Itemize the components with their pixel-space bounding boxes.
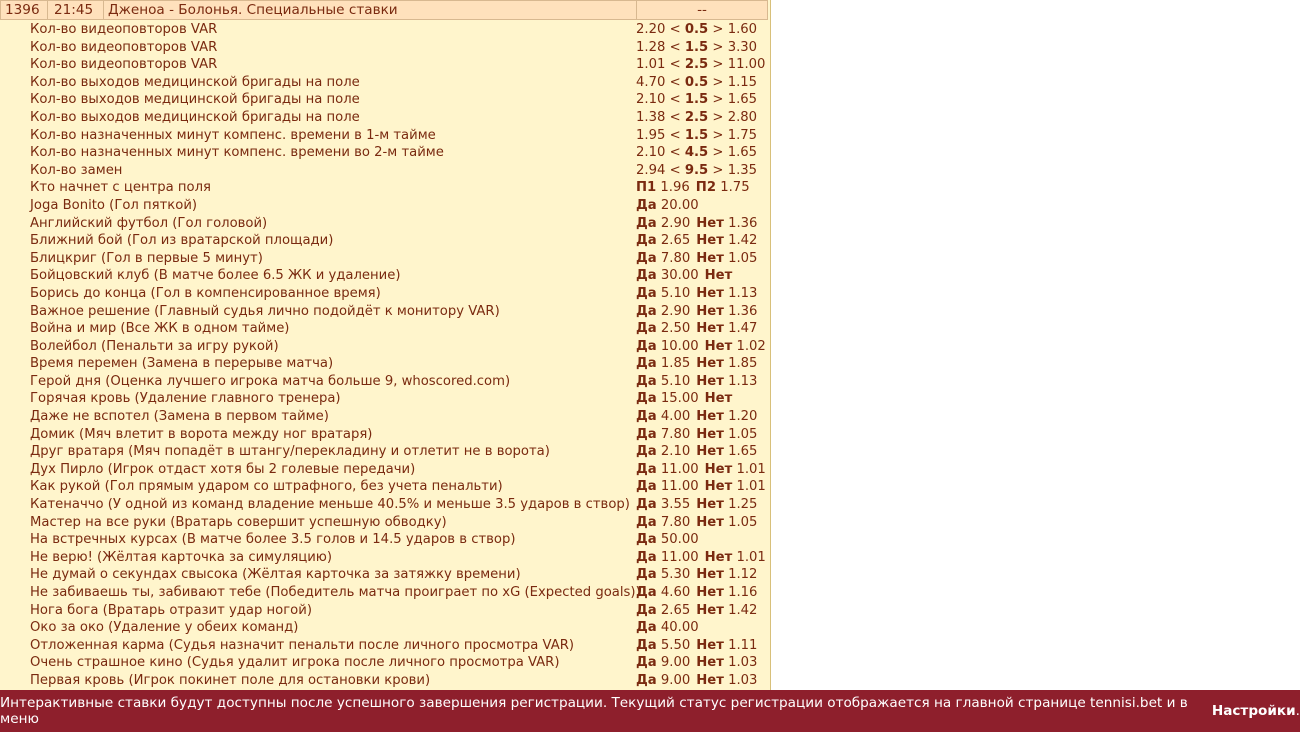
odd-yes[interactable]: 4.60 (660, 585, 691, 600)
yes-label: Да (636, 602, 657, 618)
odd-no[interactable]: 1.47 (728, 321, 758, 337)
greater-than-sign: > (712, 39, 724, 55)
odd-no[interactable]: 1.01 (736, 479, 766, 495)
yes-label: Да (636, 655, 657, 671)
market-name: Как рукой (Гол прямым ударом со штрафного, без учета пенальти) (30, 479, 503, 495)
odd-yes[interactable]: 2.65 (660, 602, 691, 618)
odd-no[interactable]: 1.05 (728, 426, 758, 442)
market-row (0, 127, 770, 145)
market-odds (636, 408, 757, 426)
market-row (0, 531, 770, 549)
odd-yes[interactable]: 2.90 (660, 303, 691, 319)
greater-than-sign: > (712, 145, 724, 161)
market-row (0, 91, 770, 109)
market-name: Кол-во видеоповторов VAR (30, 57, 218, 73)
odd-yes[interactable]: 11.00 (660, 479, 699, 495)
less-than-sign: < (669, 74, 681, 90)
market-row (0, 179, 770, 197)
no-label: Нет (696, 672, 724, 688)
odd-yes[interactable]: 2.10 (660, 444, 691, 460)
market-row (0, 408, 770, 426)
odd-yes[interactable]: 7.80 (660, 250, 691, 266)
market-odds (636, 338, 766, 356)
odd-yes[interactable]: 2.65 (660, 233, 691, 249)
odd-yes[interactable]: 20.00 (660, 197, 699, 213)
yes-label: Да (636, 461, 657, 477)
no-label: Нет (704, 338, 733, 354)
odd-under[interactable]: 4.70 (636, 74, 666, 90)
market-name: Борись до конца (Гол в компенсированное время) (30, 285, 381, 301)
market-odds (636, 285, 757, 303)
total-line: 1.5 (684, 127, 709, 143)
market-odds (636, 109, 757, 127)
odd-no[interactable]: 1.42 (728, 602, 758, 618)
odd-no[interactable]: 1.16 (728, 585, 758, 600)
market-name: Кол-во видеоповторов VAR (30, 22, 218, 37)
market-odds (636, 21, 757, 39)
odd-yes[interactable]: 2.50 (660, 321, 691, 337)
odd-yes[interactable]: 11.00 (660, 461, 699, 477)
odd-no[interactable]: 1.11 (728, 637, 758, 653)
market-name: Кол-во выходов медицинской бригады на поле (30, 109, 360, 125)
odd-no[interactable]: 1.20 (728, 409, 758, 425)
odd-over[interactable]: 1.65 (727, 145, 758, 161)
odd-under[interactable]: 2.94 (636, 162, 666, 178)
match-status: -- (697, 2, 707, 18)
total-line: 4.5 (684, 145, 709, 161)
market-name: Не думай о секундах свысока (Жёлтая карточка за затяжку времени) (30, 567, 521, 583)
market-name: Дух Пирло (Игрок отдаст хотя бы 2 голевые передачи) (30, 461, 416, 477)
total-line: 9.5 (684, 162, 709, 178)
market-row (0, 197, 770, 215)
market-name: Горячая кровь (Удаление главного тренера) (30, 391, 341, 407)
market-row (0, 566, 770, 584)
market-name: Нога бога (Вратарь отразит удар ногой) (30, 602, 312, 618)
no-label: Нет (696, 637, 724, 653)
odd-under[interactable]: 1.38 (636, 109, 666, 125)
no-label: Нет (696, 426, 724, 442)
odd-yes[interactable]: 5.10 (660, 285, 691, 301)
market-name: Герой дня (Оценка лучшего игрока матча больше 9, whoscored.com) (30, 373, 511, 389)
market-row (0, 21, 770, 39)
banner-text: Интерактивные ставки будут доступны после успешного завершения регистрации. Текущий статус регистрации отображается на главной странице tennisi.bet и в меню (0, 695, 1188, 727)
odd-yes[interactable]: 5.50 (660, 637, 691, 653)
market-odds (636, 549, 766, 567)
market-odds (636, 74, 757, 92)
odd-p1[interactable]: 1.96 (660, 180, 690, 196)
odd-no[interactable]: 1.05 (728, 250, 758, 266)
less-than-sign: < (669, 145, 681, 161)
market-row (0, 267, 770, 285)
yes-label: Да (636, 233, 657, 249)
odd-over[interactable]: 1.35 (727, 162, 758, 178)
no-label: Нет (696, 585, 724, 600)
odd-no[interactable]: 1.42 (728, 233, 758, 249)
odd-no[interactable]: 1.01 (736, 549, 766, 565)
market-name: Волейбол (Пенальти за игру рукой) (30, 338, 279, 354)
odd-over[interactable]: 1.60 (727, 22, 758, 37)
no-label: Нет (696, 321, 724, 337)
market-name: Первая кровь (Игрок покинет поле для остановки крови) (30, 672, 431, 688)
market-row (0, 162, 770, 180)
market-odds (636, 478, 766, 496)
odd-yes[interactable]: 2.90 (660, 215, 691, 231)
greater-than-sign: > (712, 162, 724, 178)
yes-label: Да (636, 426, 657, 442)
yes-label: Да (636, 409, 657, 425)
odd-yes[interactable]: 3.55 (660, 497, 691, 513)
no-label: Нет (696, 409, 724, 425)
no-label: Нет (696, 655, 724, 671)
market-row (0, 390, 770, 408)
odd-yes[interactable]: 30.00 (660, 268, 699, 284)
no-label: Нет (696, 567, 724, 583)
market-odds (636, 127, 757, 145)
less-than-sign: < (669, 162, 681, 178)
registration-banner (0, 690, 1300, 732)
no-label: Нет (696, 444, 724, 460)
market-name: Око за око (Удаление у обеих команд) (30, 620, 299, 636)
market-row (0, 285, 770, 303)
market-row (0, 496, 770, 514)
market-odds (636, 390, 732, 408)
greater-than-sign: > (712, 74, 724, 90)
yes-label: Да (636, 567, 657, 583)
market-row (0, 514, 770, 532)
market-odds (636, 637, 757, 655)
greater-than-sign: > (712, 92, 724, 108)
market-name: Друг вратаря (Мяч попадёт в штангу/перекладину и отлетит не в ворота) (30, 444, 550, 460)
market-odds (636, 461, 766, 479)
odd-yes[interactable]: 5.30 (660, 567, 691, 583)
no-label: Нет (696, 233, 724, 249)
odd-no[interactable]: 1.03 (728, 672, 758, 688)
yes-label: Да (636, 197, 657, 213)
odd-yes[interactable]: 7.80 (660, 514, 691, 530)
market-name: Кол-во выходов медицинской бригады на поле (30, 92, 360, 108)
market-row (0, 39, 770, 57)
market-name: Очень страшное кино (Судья удалит игрока после личного просмотра VAR) (30, 655, 560, 671)
market-row (0, 478, 770, 496)
match-time: 21:45 (48, 1, 104, 19)
odd-over[interactable]: 11.00 (727, 57, 766, 73)
yes-label: Да (636, 321, 657, 337)
no-label: Нет (704, 479, 733, 495)
market-row (0, 602, 770, 620)
market-name: Блицкриг (Гол в первые 5 минут) (30, 250, 263, 266)
greater-than-sign: > (712, 22, 724, 37)
market-odds (636, 619, 699, 637)
yes-label: Да (636, 532, 657, 548)
no-label: Нет (704, 549, 733, 565)
yes-label: Да (636, 391, 657, 407)
no-label: Нет (696, 497, 724, 513)
odd-p2[interactable]: 1.75 (720, 180, 750, 196)
market-odds (636, 197, 699, 215)
market-row (0, 338, 770, 356)
less-than-sign: < (669, 57, 681, 73)
no-label: Нет (704, 391, 733, 407)
odd-yes[interactable]: 4.00 (660, 409, 691, 425)
greater-than-sign: > (712, 57, 724, 73)
odd-under[interactable]: 1.01 (636, 57, 666, 73)
market-name: Ближний бой (Гол из вратарской площади) (30, 233, 334, 249)
odd-yes[interactable]: 7.80 (660, 426, 691, 442)
odd-no[interactable]: 1.13 (728, 373, 758, 389)
no-label: Нет (696, 514, 724, 530)
market-row (0, 303, 770, 321)
market-name: Кол-во выходов медицинской бригады на поле (30, 74, 360, 90)
market-name: На встречных курсах (В матче более 3.5 голов и 14.5 ударов в створ) (30, 532, 516, 548)
market-odds (636, 303, 757, 321)
market-odds (636, 250, 757, 268)
yes-label: Да (636, 479, 657, 495)
match-number: 1396 (1, 1, 48, 19)
market-odds (636, 531, 699, 549)
market-row (0, 584, 770, 602)
market-row (0, 109, 770, 127)
market-row (0, 250, 770, 268)
yes-label: Да (636, 356, 657, 372)
market-odds (636, 355, 757, 373)
market-odds (636, 144, 757, 162)
less-than-sign: < (669, 109, 681, 125)
market-odds (636, 320, 757, 338)
odd-yes[interactable]: 5.10 (660, 373, 691, 389)
market-name: Кол-во видеоповторов VAR (30, 39, 218, 55)
market-row (0, 672, 770, 690)
market-row (0, 320, 770, 338)
match-header (0, 0, 768, 20)
market-odds (636, 654, 757, 672)
market-row (0, 549, 770, 567)
odd-under[interactable]: 1.28 (636, 39, 666, 55)
yes-label: Да (636, 338, 657, 354)
market-name: Кто начнет с центра поля (30, 180, 211, 196)
market-row (0, 637, 770, 655)
market-name: Joga Bonito (Гол пяткой) (30, 197, 198, 213)
market-row (0, 144, 770, 162)
market-odds (636, 232, 757, 250)
odd-over[interactable]: 2.80 (727, 109, 758, 125)
yes-label: Да (636, 285, 657, 301)
yes-label: Да (636, 215, 657, 231)
market-odds (636, 373, 757, 391)
no-label: Нет (696, 356, 724, 372)
market-row (0, 74, 770, 92)
market-odds (636, 162, 757, 180)
odd-over[interactable]: 1.15 (727, 74, 758, 90)
market-name: Мастер на все руки (Вратарь совершит успешную обводку) (30, 514, 447, 530)
yes-label: Да (636, 373, 657, 389)
odd-over[interactable]: 3.30 (727, 39, 758, 55)
market-row (0, 232, 770, 250)
market-odds (636, 215, 757, 233)
market-name: Бойцовский клуб (В матче более 6.5 ЖК и удаление) (30, 268, 401, 284)
odd-no[interactable]: 1.12 (728, 567, 758, 583)
market-name: Не верю! (Жёлтая карточка за симуляцию) (30, 549, 333, 565)
odd-over[interactable]: 1.65 (727, 92, 758, 108)
market-row (0, 56, 770, 74)
market-name: Не забиваешь ты, забивают тебе (Победитель матча проиграет по xG (Expected goals)) (30, 585, 641, 600)
yes-label: Да (636, 620, 657, 636)
p2-label: П2 (695, 180, 717, 196)
greater-than-sign: > (712, 127, 724, 143)
market-name: Кол-во назначенных минут компенс. времени в 1-м тайме (30, 127, 436, 143)
no-label: Нет (704, 268, 733, 284)
market-name: Кол-во назначенных минут компенс. времени во 2-м тайме (30, 145, 444, 161)
market-odds (636, 672, 757, 690)
market-row (0, 355, 770, 373)
market-row (0, 215, 770, 233)
yes-label: Да (636, 250, 657, 266)
market-name: Катеначчо (У одной из команд владение меньше 40.5% и меньше 3.5 ударов в створ) (30, 497, 630, 513)
odd-no[interactable]: 1.85 (728, 356, 758, 372)
total-line: 1.5 (684, 92, 709, 108)
no-label: Нет (696, 285, 724, 301)
less-than-sign: < (669, 39, 681, 55)
odd-under[interactable]: 1.95 (636, 127, 666, 143)
market-odds (636, 514, 757, 532)
odd-over[interactable]: 1.75 (727, 127, 758, 143)
market-name: Время перемен (Замена в перерыве матча) (30, 356, 334, 372)
yes-label: Да (636, 497, 657, 513)
odd-no[interactable]: 1.01 (736, 461, 766, 477)
odd-yes[interactable]: 1.85 (660, 356, 691, 372)
market-row (0, 619, 770, 637)
odd-no[interactable]: 1.36 (728, 215, 758, 231)
banner-end: . (1295, 703, 1300, 719)
market-odds (636, 566, 757, 584)
market-odds (636, 267, 732, 285)
market-name: Кол-во замен (30, 162, 123, 178)
p1-label: П1 (636, 180, 657, 196)
market-odds (636, 584, 757, 602)
odd-yes[interactable]: 50.00 (660, 532, 699, 548)
yes-label: Да (636, 637, 657, 653)
market-odds (636, 496, 757, 514)
odd-no[interactable]: 1.05 (728, 514, 758, 530)
odd-yes[interactable]: 9.00 (660, 655, 691, 671)
odd-no[interactable]: 1.36 (728, 303, 758, 319)
market-name: Война и мир (Все ЖК в одном тайме) (30, 321, 290, 337)
match-title[interactable]: Дженоа - Болонья. Специальные ставки (104, 1, 637, 19)
total-line: 0.5 (684, 22, 709, 37)
no-label: Нет (696, 215, 724, 231)
odd-yes[interactable]: 40.00 (660, 620, 699, 636)
no-label: Нет (696, 250, 724, 266)
market-row (0, 426, 770, 444)
market-row (0, 654, 770, 672)
markets-list (0, 21, 770, 690)
yes-label: Да (636, 268, 657, 284)
no-label: Нет (696, 373, 724, 389)
market-odds (636, 426, 757, 444)
no-label: Нет (696, 303, 724, 319)
less-than-sign: < (669, 127, 681, 143)
odd-under[interactable]: 2.20 (636, 22, 666, 37)
no-label: Нет (704, 461, 733, 477)
market-name: Домик (Мяч влетит в ворота между ног вратаря) (30, 426, 373, 442)
market-odds (636, 602, 757, 620)
market-row (0, 461, 770, 479)
market-name: Важное решение (Главный судья лично подойдёт к монитору VAR) (30, 303, 500, 319)
market-odds (636, 443, 757, 461)
yes-label: Да (636, 444, 657, 460)
odd-no[interactable]: 1.25 (728, 497, 758, 513)
yes-label: Да (636, 585, 657, 600)
total-line: 0.5 (684, 74, 709, 90)
market-name: Отложенная карма (Судья назначит пенальти после личного просмотра VAR) (30, 637, 575, 653)
odd-no[interactable]: 1.65 (728, 444, 758, 460)
market-odds (636, 56, 765, 74)
odd-no[interactable]: 1.02 (736, 338, 766, 354)
no-label: Нет (696, 602, 724, 618)
market-row (0, 443, 770, 461)
total-line: 2.5 (684, 109, 709, 125)
odd-no[interactable]: 1.03 (728, 655, 758, 671)
odd-yes[interactable]: 10.00 (660, 338, 699, 354)
odd-no[interactable]: 1.13 (728, 285, 758, 301)
odd-yes[interactable]: 9.00 (660, 672, 691, 688)
odd-yes[interactable]: 11.00 (660, 549, 699, 565)
less-than-sign: < (669, 22, 681, 37)
market-name: Английский футбол (Гол головой) (30, 215, 268, 231)
market-name: Даже не вспотел (Замена в первом тайме) (30, 409, 329, 425)
less-than-sign: < (669, 92, 681, 108)
greater-than-sign: > (712, 109, 724, 125)
market-odds (636, 179, 750, 197)
market-odds (636, 39, 757, 57)
settings-link[interactable]: Настройки (1211, 703, 1296, 719)
market-odds (636, 91, 757, 109)
yes-label: Да (636, 514, 657, 530)
odd-under[interactable]: 2.10 (636, 92, 666, 108)
yes-label: Да (636, 549, 657, 565)
market-row (0, 373, 770, 391)
odd-yes[interactable]: 15.00 (660, 391, 699, 407)
yes-label: Да (636, 303, 657, 319)
odd-under[interactable]: 2.10 (636, 145, 666, 161)
total-line: 2.5 (684, 57, 709, 73)
total-line: 1.5 (684, 39, 709, 55)
yes-label: Да (636, 672, 657, 688)
